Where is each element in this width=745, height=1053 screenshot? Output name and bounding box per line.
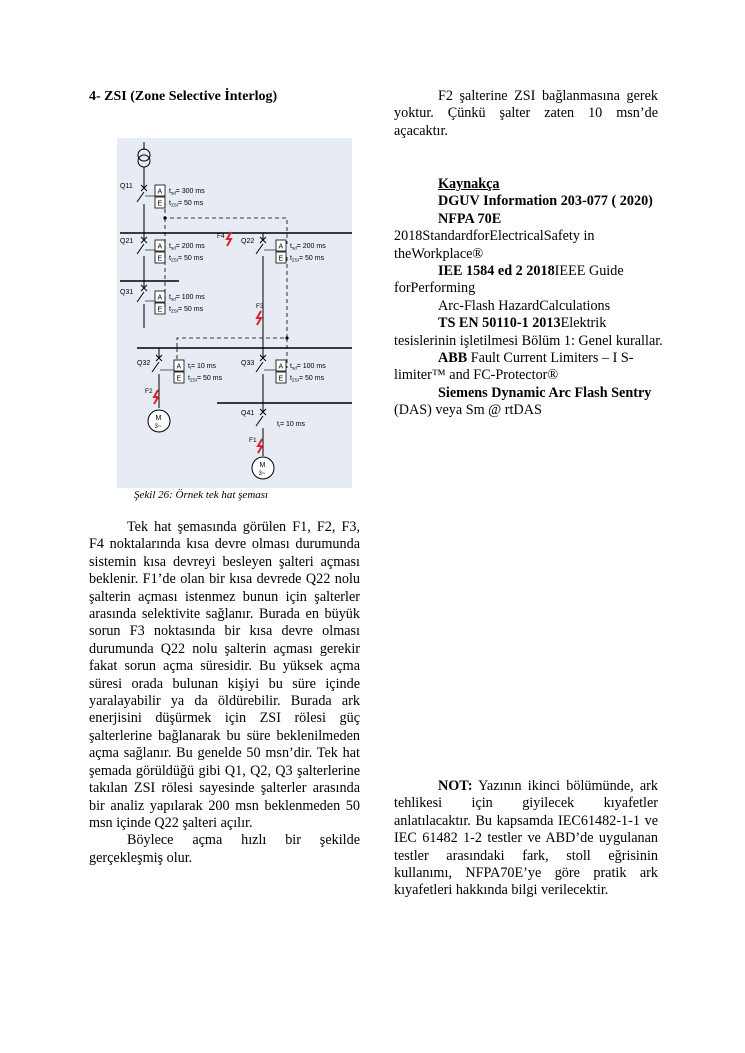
svg-text:A: A bbox=[157, 188, 163, 196]
svg-text:3~: 3~ bbox=[258, 471, 266, 477]
note-paragraph: NOT: Yazının ikinci bölümünde, ark tehlikesi için giyilecek kıyafetler anlatılacaktır. Bu kapsamda IEC61482-1-1 ve IEC 61482 1-2 testler ve ABD’de uygulanan testler arasındaki fark, stoll eğrisinin kullanımı, NFPA70E’ye göre pratik ark kıyafetleri hakkında bilgi verilecektir. bbox=[394, 778, 658, 899]
reference-item: Siemens Dynamic Arc Flash Sentry (DAS) veya Sm @ rtDAS bbox=[394, 384, 652, 419]
paragraph: F2 şalterine ZSI bağlanmasına gerek yoktur. Çünkü şalter zaten 10 msn’de açacaktır. bbox=[394, 88, 658, 139]
breaker-q33 bbox=[241, 348, 326, 403]
breaker-q41 bbox=[241, 403, 306, 456]
single-line-diagram bbox=[117, 138, 352, 488]
svg-text:M: M bbox=[259, 462, 266, 469]
breaker-q31 bbox=[120, 281, 205, 328]
svg-text:Q22: Q22 bbox=[241, 238, 255, 245]
paragraph: Tek hat şemasında görülen F1, F2, F3, F4 noktalarında kısa devre olması durumunda sistemin kısa devreyi besleyen şalteri açması beklenir. F1’de olan bir kısa devrede Q22 nolu şalterin açması istenmez bunun için şalterler arasında selektivite sağlanır. Burada en büyük sorun F3 noktasında bir kısa devre olması durumunda Q22 nolu şalterin açması gerekir fakat sorun açma süresidir. Bu yüksek açma süresi orada bulunan kişiyi bu süre içinde yaralayabilir ya da öldürebilir. Burada ark enerjisini düşürmek için ZSI rölesi güç şalterlerine bağlanarak bu süre beklenilmeden açma sağlanır. Bu genelde 50 msn’dir. Tek hat şemada görüldüğü gibi Q1, Q2, Q3 şalterlerine takılan ZSI rölesi sayesinde şalterler arasında bir analiz yapılarak 200 msn beklenmeden 50 msn içinde Q22 şalteri açılır. bbox=[89, 519, 360, 831]
svg-text:tZSI= 50 ms: $t_{ZSI}= 50$ ms bbox=[290, 375, 325, 383]
svg-text:Q21: Q21 bbox=[120, 238, 134, 245]
breaker-q22 bbox=[241, 233, 326, 348]
svg-text:F1: F1 bbox=[249, 437, 257, 444]
reference-item: Arc-Flash HazardCalculations bbox=[438, 297, 611, 314]
svg-text:tsd= 300 ms: $t_{sd}= 300$ ms bbox=[169, 188, 205, 196]
svg-text:A: A bbox=[176, 363, 182, 371]
svg-text:F4: F4 bbox=[217, 233, 225, 240]
svg-text:M: M bbox=[155, 415, 162, 422]
fault-f1 bbox=[249, 437, 262, 453]
breaker-q11 bbox=[120, 180, 205, 233]
references-title: Kaynakça bbox=[438, 176, 500, 192]
svg-text:tsd= 200 ms: $t_{sd}= 200$ ms bbox=[169, 243, 205, 251]
fault-f2 bbox=[145, 388, 158, 404]
svg-text:E: E bbox=[157, 200, 163, 208]
svg-text:Q33: Q33 bbox=[241, 360, 255, 367]
paragraph: Böylece açma hızlı bir şekilde gerçekleşmiş olur. bbox=[89, 832, 360, 866]
svg-text:Q41: Q41 bbox=[241, 410, 255, 417]
reference-item: NFPA 70E bbox=[438, 210, 502, 227]
svg-text:F3: F3 bbox=[256, 303, 264, 310]
svg-text:A: A bbox=[157, 243, 163, 251]
svg-text:A: A bbox=[278, 363, 284, 371]
transformer-symbol bbox=[138, 142, 150, 180]
svg-text:tZSI= 50 ms: $t_{ZSI}= 50$ ms bbox=[169, 255, 204, 263]
svg-text:A: A bbox=[278, 243, 284, 251]
reference-item: ABB Fault Current Limiters – I S-limiter™ and FC-Protector® bbox=[394, 350, 634, 384]
svg-text:tsd= 100 ms: $t_{sd}= 100$ ms bbox=[169, 294, 205, 302]
motor-2 bbox=[252, 457, 274, 479]
note-block bbox=[394, 778, 658, 900]
breaker-q21 bbox=[120, 233, 205, 281]
reference-item: 2018StandardforElectricalSafety in theWorkplace® bbox=[394, 228, 595, 262]
right-top bbox=[394, 88, 658, 140]
svg-text:ti= 10 ms: $t_i= 10$ ms bbox=[188, 363, 217, 371]
svg-text:tZSI= 50 ms: $t_{ZSI}= 50$ ms bbox=[169, 200, 204, 208]
svg-text:tsd= 200 ms: $t_{sd}= 200$ ms bbox=[290, 243, 326, 251]
zsi-wiring bbox=[165, 202, 287, 378]
references bbox=[394, 176, 664, 420]
reference-item: TS EN 50110-1 2013Elektrik tesislerinin işletilmesi Bölüm 1: Genel kurallar. bbox=[394, 315, 663, 349]
svg-text:tZSI= 50 ms: $t_{ZSI}= 50$ ms bbox=[188, 375, 223, 383]
svg-text:F2: F2 bbox=[145, 388, 153, 395]
svg-text:ti= 10 ms: $t_i= 10$ ms bbox=[277, 421, 306, 429]
figure-caption: Şekil 26: Örnek tek hat şeması bbox=[134, 489, 269, 501]
svg-text:E: E bbox=[157, 306, 163, 314]
svg-text:tZSI= 50 ms: $t_{ZSI}= 50$ ms bbox=[169, 306, 204, 314]
reference-item: DGUV Information 203-077 ( 2020) bbox=[438, 193, 653, 210]
section-heading: 4- ZSI (Zone Selective İnterlog) bbox=[89, 89, 278, 104]
svg-text:E: E bbox=[278, 375, 284, 383]
motor-1 bbox=[148, 410, 170, 432]
svg-text:tZSI= 50 ms: $t_{ZSI}= 50$ ms bbox=[290, 255, 325, 263]
breaker-label: Q11 bbox=[120, 183, 133, 190]
fault-f4 bbox=[217, 232, 231, 246]
breaker-q32 bbox=[137, 348, 223, 408]
svg-text:E: E bbox=[157, 255, 163, 263]
svg-text:E: E bbox=[176, 375, 182, 383]
svg-text:tsd= 100 ms: $t_{sd}= 100$ ms bbox=[290, 363, 326, 371]
reference-item: IEE 1584 ed 2 2018IEEE Guide forPerforming bbox=[394, 263, 624, 297]
svg-text:A: A bbox=[157, 294, 163, 302]
svg-text:3~: 3~ bbox=[154, 424, 162, 430]
left-body bbox=[89, 519, 360, 867]
note-label: NOT: bbox=[438, 778, 473, 794]
svg-text:Q31: Q31 bbox=[120, 289, 134, 296]
svg-text:E: E bbox=[278, 255, 284, 263]
svg-text:Q32: Q32 bbox=[137, 360, 151, 367]
